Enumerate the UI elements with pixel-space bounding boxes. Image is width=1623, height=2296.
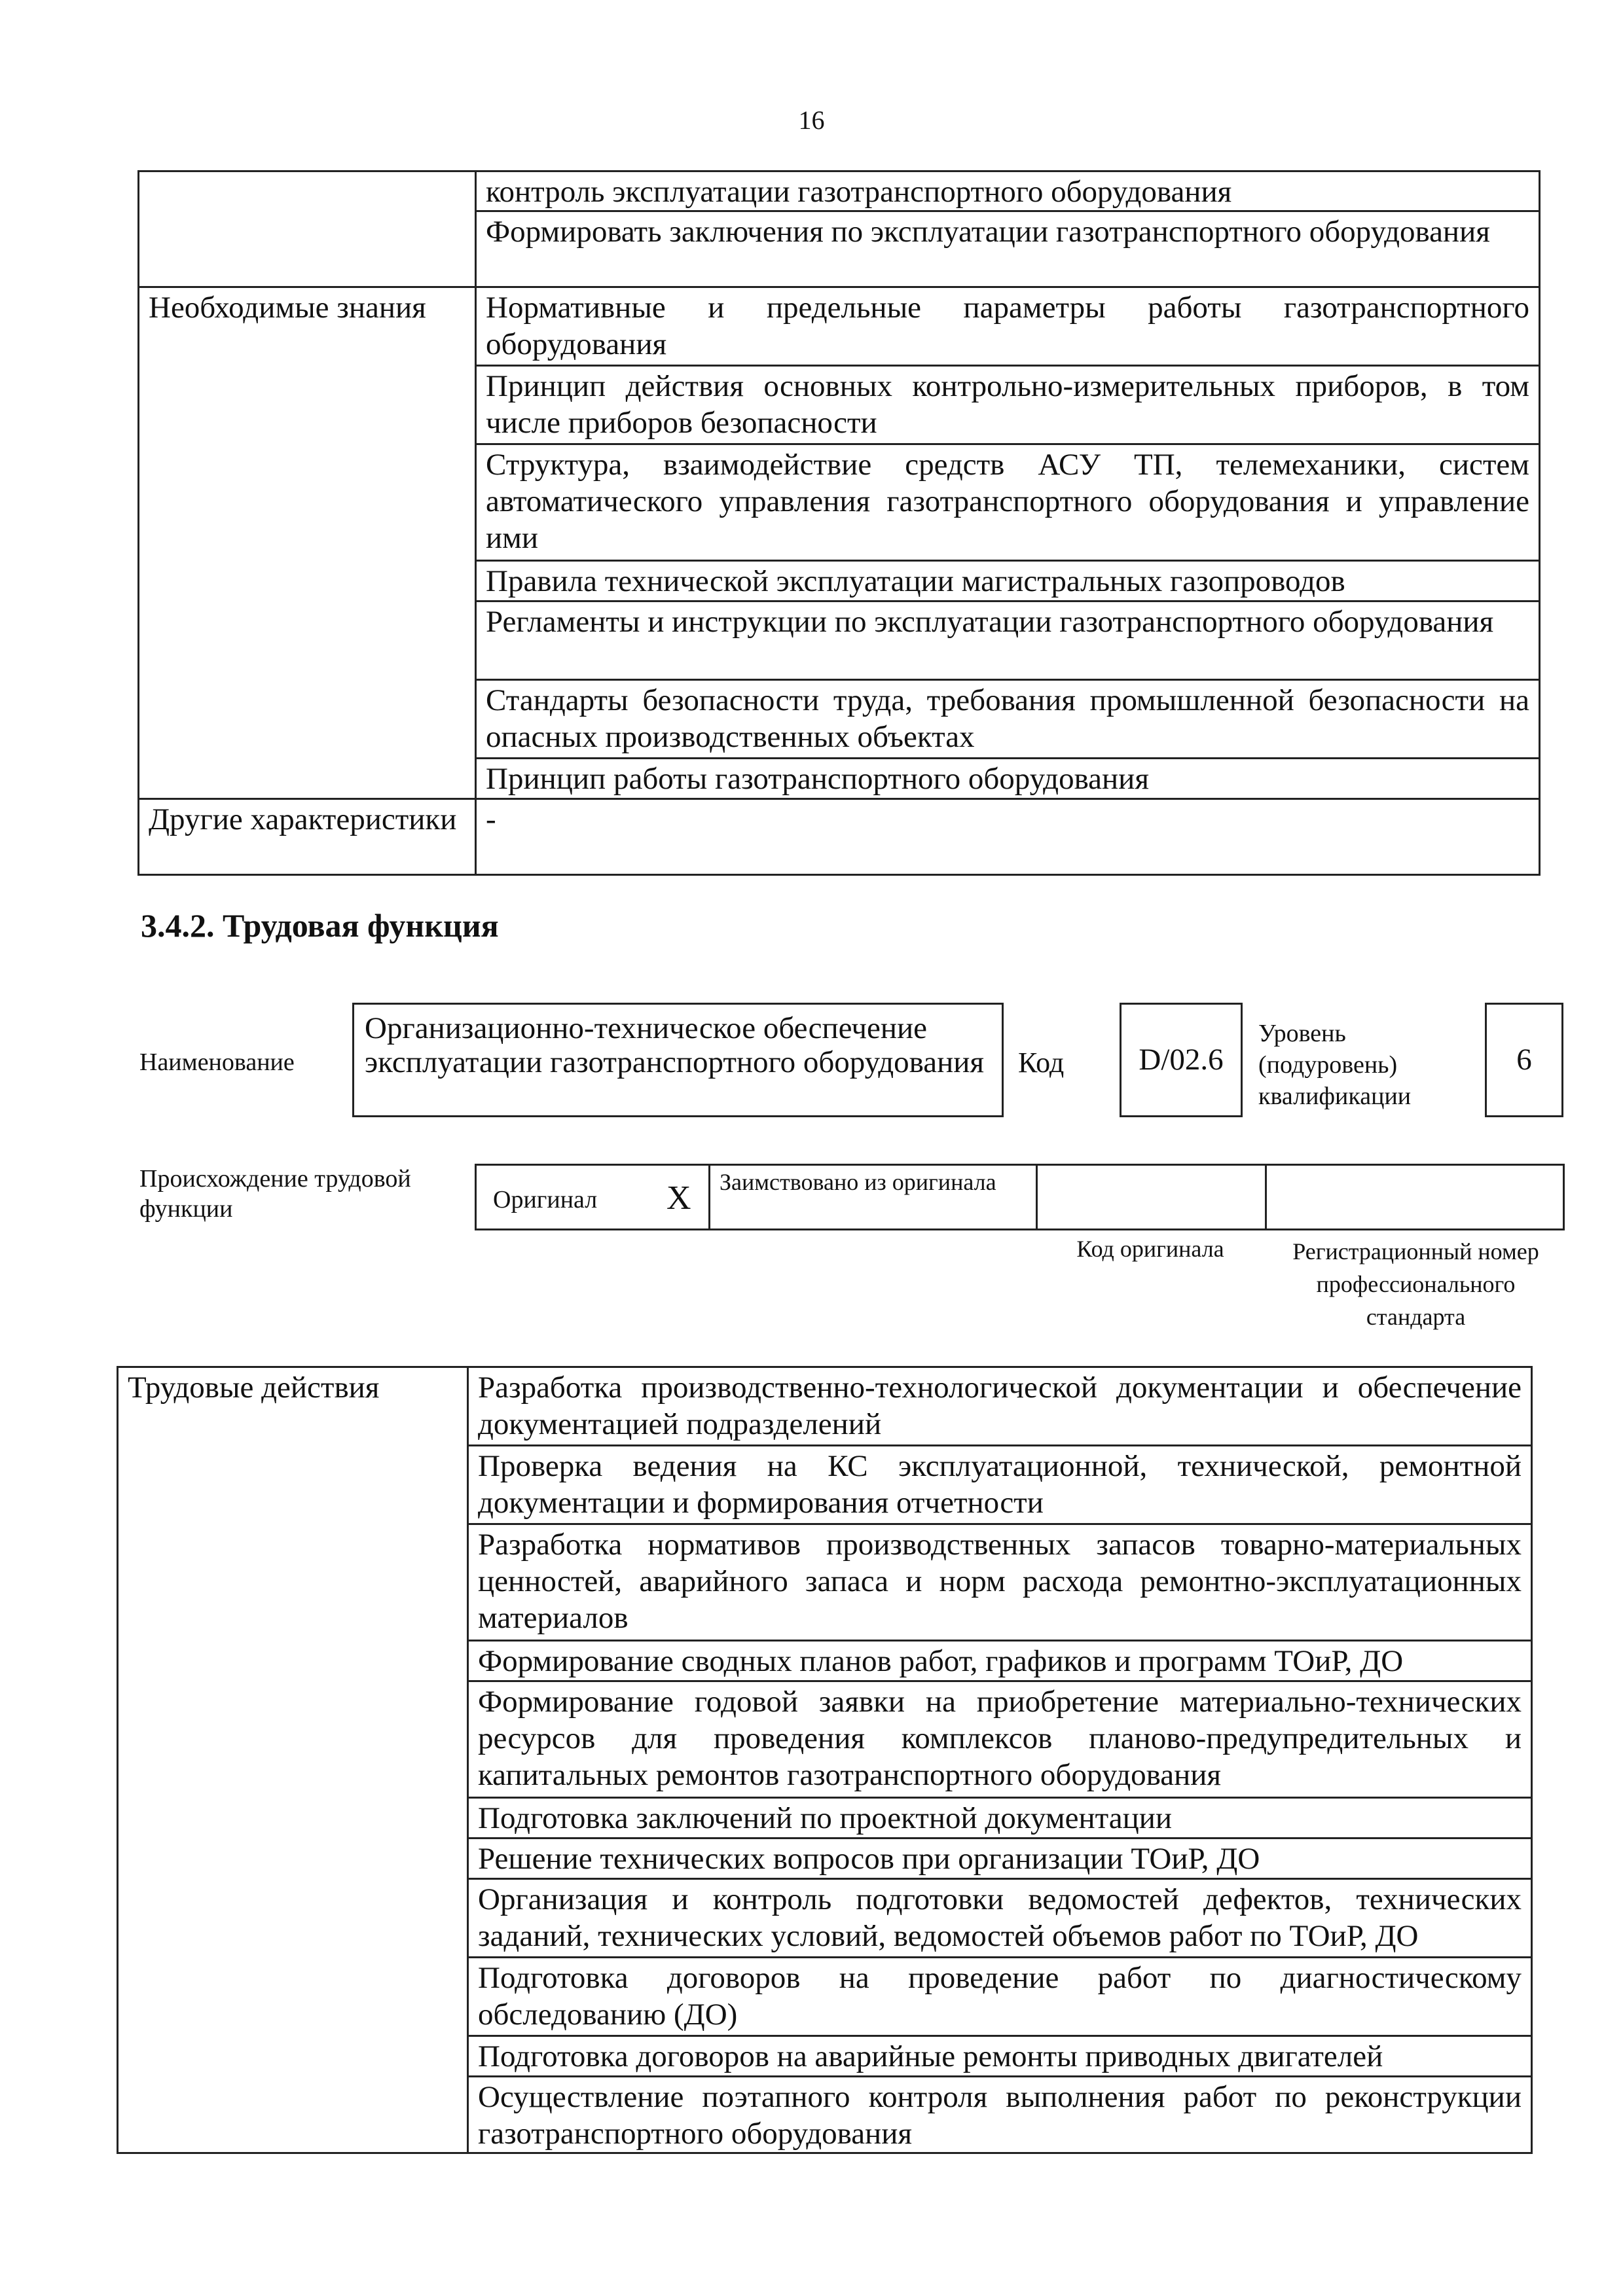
table-cell: Структура, взаимодействие средств АСУ ТП, телемеханики, систем автоматического управления газотранспортного оборудования и управление ими xyxy=(476,444,1540,561)
table-cell: Проверка ведения на КС эксплуатационной, технической, ремонтной документации и формирования отчетности xyxy=(468,1446,1532,1524)
reg-number-cell xyxy=(1267,1166,1563,1229)
table-cell: Стандарты безопасности труда, требования промышленной безопасности на опасных производственных объектах xyxy=(476,680,1540,759)
level-label: Уровень (подуровень) квалификации xyxy=(1258,1020,1412,1110)
table-row-label xyxy=(139,171,476,287)
name-label: Наименование xyxy=(139,1049,295,1076)
original-mark: X xyxy=(666,1179,691,1217)
table-row-label: Другие характеристики xyxy=(139,799,476,875)
table-cell: Формирование сводных планов работ, графиков и программ ТОиР, ДО xyxy=(468,1641,1532,1681)
reg-number-caption: Регистрационный номер профессионального стандарта xyxy=(1292,1238,1539,1330)
borrowed-cell: Заимствовано из оригинала xyxy=(710,1166,1038,1229)
level-value-box: 6 xyxy=(1485,1003,1563,1117)
table-cell: Решение технических вопросов при организации ТОиР, ДО xyxy=(468,1839,1532,1879)
section-heading: 3.4.2. Трудовая функция xyxy=(141,907,499,944)
code-value-box: D/02.6 xyxy=(1120,1003,1243,1117)
code-label: Код xyxy=(1018,1047,1065,1079)
table-cell: Формирование годовой заявки на приобретение материально-технических ресурсов для проведения комплексов планово-предупредительных и капитальных ремонтов газотранспортного оборудования xyxy=(468,1681,1532,1798)
page-number: 16 xyxy=(798,105,825,135)
origin-original-cell xyxy=(477,1166,710,1229)
original-label: Оригинал xyxy=(493,1186,598,1213)
table-cell: Организация и контроль подготовки ведомостей дефектов, технических заданий, технических условий, ведомостей объемов работ по ТОиР, ДО xyxy=(468,1879,1532,1958)
table-cell: Осуществление поэтапного контроля выполнения работ по реконструкции газотранспортного оборудования xyxy=(468,2077,1532,2153)
table-cell: Разработка нормативов производственных запасов товарно-материальных ценностей, аварийного запаса и норм расхода ремонтно-эксплуатационных материалов xyxy=(468,1524,1532,1641)
table-cell: Регламенты и инструкции по эксплуатации газотранспортного оборудования xyxy=(476,601,1540,680)
table-cell: Подготовка договоров на аварийные ремонты приводных двигателей xyxy=(468,2036,1532,2077)
table-row-label: Трудовые действия xyxy=(118,1367,468,2153)
table-cell: Правила технической эксплуатации магистральных газопроводов xyxy=(476,561,1540,601)
labor-actions-table xyxy=(117,1366,1533,2154)
table-cell: контроль эксплуатации газотранспортного оборудования xyxy=(476,171,1540,211)
table-cell: Нормативные и предельные параметры работы газотранспортного оборудования xyxy=(476,287,1540,366)
code-original-cell xyxy=(1038,1166,1267,1229)
table-cell: - xyxy=(476,799,1540,875)
table-cell: Подготовка договоров на проведение работ по диагностическому обследованию (ДО) xyxy=(468,1958,1532,2036)
code-original-caption: Код оригинала xyxy=(1076,1236,1224,1262)
table-row-label: Необходимые знания xyxy=(139,287,476,799)
origin-table xyxy=(475,1164,1565,1230)
table-cell: Принцип действия основных контрольно-измерительных приборов, в том числе приборов безопасности xyxy=(476,366,1540,444)
table-cell: Подготовка заключений по проектной документации xyxy=(468,1798,1532,1839)
table-cell: Разработка производственно-технологической документации и обеспечение документацией подразделений xyxy=(468,1367,1532,1446)
origin-label: Происхождение трудовой функции xyxy=(139,1165,411,1223)
table-cell: Принцип работы газотранспортного оборудования xyxy=(476,759,1540,799)
table-cell: Формировать заключения по эксплуатации газотранспортного оборудования xyxy=(476,211,1540,287)
function-name-box: Организационно-техническое обеспечение эксплуатации газотранспортного оборудования xyxy=(352,1003,1004,1117)
knowledge-table xyxy=(137,170,1541,876)
